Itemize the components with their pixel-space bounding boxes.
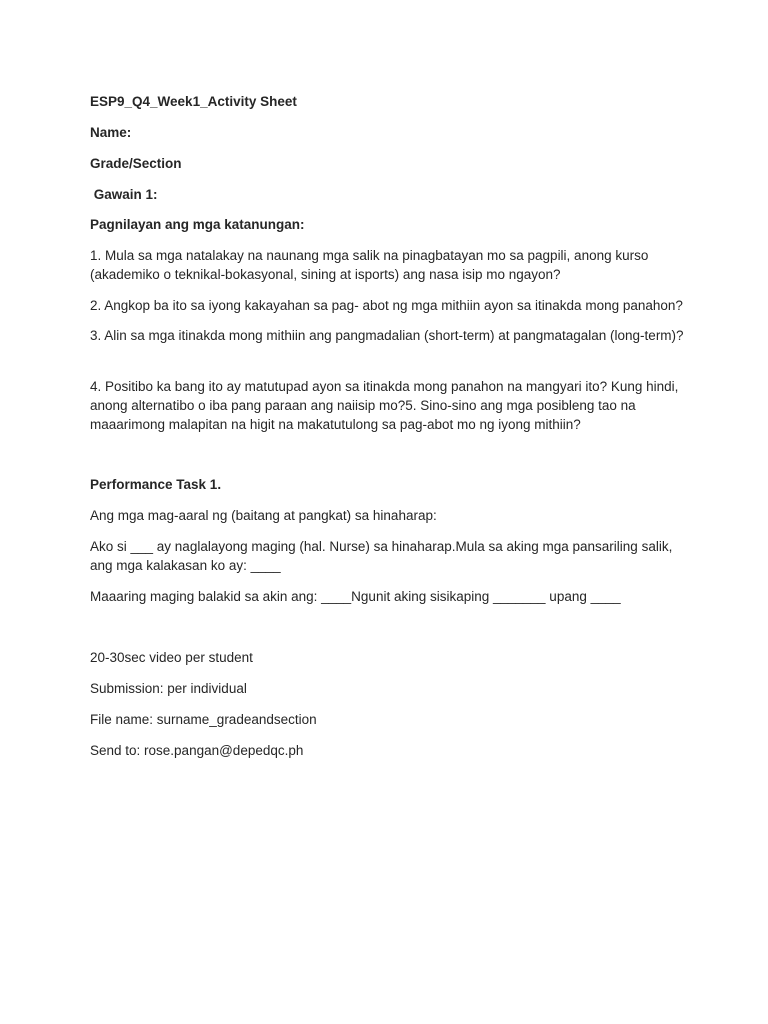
question-4-line-2: anong alternatibo o iba pang paraan ang naiisip mo?5. Sino-sino ang mga posibleng tao na	[90, 398, 636, 413]
question-4-line-3: maaarimong malapitan na higit na makatutulong sa pag-abot mo ng iyong mithiin?	[90, 417, 581, 432]
performance-task-line-2b: ang mga kalakasan ko ay: ____	[90, 558, 281, 573]
performance-task-heading: Performance Task 1.	[90, 477, 222, 492]
question-1-line-2: (akademiko o teknikal-bokasyonal, sining at isports) ang nasa isip mo ngayon?	[90, 267, 561, 282]
question-2: 2. Angkop ba ito sa iyong kakayahan sa pag- abot ng mga mithiin ayon sa itinakda mong panahon?	[90, 298, 683, 313]
name-label: Name:	[90, 125, 132, 140]
send-to-note: Send to: rose.pangan@depedqc.ph	[90, 743, 304, 758]
grade-section-label: Grade/Section	[90, 156, 182, 171]
document-title: ESP9_Q4_Week1_Activity Sheet	[90, 94, 297, 109]
performance-task-line-2a: Ako si ___ ay naglalayong maging (hal. Nurse) sa hinaharap.Mula sa aking mga pansariling salik,	[90, 539, 673, 554]
question-1-line-1: 1. Mula sa mga natalakay na naunang mga salik na pinagbatayan mo sa pagpili, anong kurso	[90, 248, 649, 263]
file-name-note: File name: surname_gradeandsection	[90, 712, 317, 727]
pagnilayan-heading: Pagnilayan ang mga katanungan:	[90, 217, 305, 232]
gawain-label: Gawain 1:	[90, 187, 158, 202]
question-3: 3. Alin sa mga itinakda mong mithiin ang pangmadalian (short-term) at pangmatagalan (long-term)?	[90, 328, 684, 343]
performance-task-line-1: Ang mga mag-aaral ng (baitang at pangkat) sa hinaharap:	[90, 508, 437, 523]
submission-note: Submission: per individual	[90, 681, 247, 696]
performance-task-line-3: Maaaring maging balakid sa akin ang: ____Ngunit aking sisikaping _______ upang ____	[90, 589, 621, 604]
question-4-line-1: 4. Positibo ka bang ito ay matutupad ayon sa itinakda mong panahon na mangyari ito? Kung hindi,	[90, 379, 679, 394]
video-note: 20-30sec video per student	[90, 650, 253, 665]
